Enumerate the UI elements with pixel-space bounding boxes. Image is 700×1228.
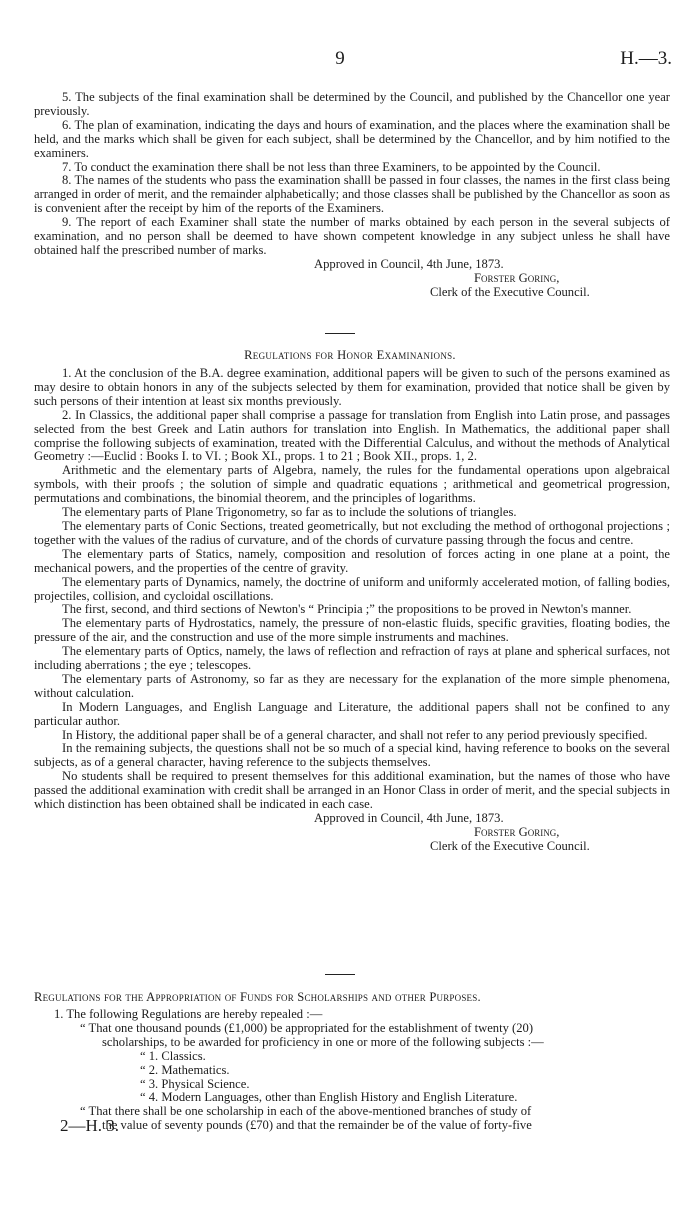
signatory-title: Clerk of the Executive Council.	[430, 284, 590, 299]
honor-paragraph-remaining: In the remaining subjects, the questions shall not be so much of a special kind, having reference to books on the several subjects, as of a general character, having reference to the subjects themselves.	[34, 741, 670, 770]
funds-quote-2-continued: the value of seventy pounds (£70) and that the remainder be of the value of forty-five	[102, 1118, 532, 1133]
funds-quote-1: “ That one thousand pounds (£1,000) be appropriated for the establishment of twenty (20)	[80, 1020, 534, 1035]
signatory-title: Clerk of the Executive Council.	[430, 838, 590, 853]
honor-paragraph-optics: The elementary parts of Optics, namely, the laws of reflection and refraction of rays at plane and spherical surfaces, not including aberrations ; the eye ; telescopes.	[34, 644, 670, 673]
signatory-name: Forster Goring,	[474, 270, 560, 285]
honor-paragraph-history: In History, the additional paper shall be of a general character, and shall not refer to any period previously specified.	[62, 727, 648, 742]
paragraph-5: 5. The subjects of the final examination shall be determined by the Council, and published by the Chancellor one year previously.	[34, 90, 670, 118]
top-paragraphs	[34, 91, 670, 300]
subject-modern-languages: “ 4. Modern Languages, other than English History and English Literature.	[140, 1090, 518, 1105]
honor-paragraph-principia: The first, second, and third sections of Newton's “ Principia ;” the propositions to be proved in Newton's manner.	[62, 602, 632, 617]
honor-paragraph-astronomy: The elementary parts of Astronomy, so far as they are necessary for the explanation of the more simple phenomena, without calculation.	[34, 671, 670, 700]
honor-paragraph-trigonometry: The elementary parts of Plane Trigonometry, so far as to include the solutions of triangles.	[62, 505, 517, 520]
honor-paragraph-dynamics: The elementary parts of Dynamics, namely, the doctrine of uniform and uniformly accelerated motion, of falling bodies, projectiles, collision, and cycloidal oscillations.	[34, 574, 670, 603]
signatory-name: Forster Goring,	[474, 824, 560, 839]
funds-section-heading: Regulations for the Appropriation of Funds for Scholarships and other Purposes.	[34, 990, 481, 1004]
paragraph-6: 6. The plan of examination, indicating the days and hours of examination, and the places where the examination shall be held, and the marks which shall be given for each subject, shall be determined by the Chancellor, and by him notified to the examiners.	[34, 117, 670, 160]
document-reference: H.—3.	[620, 48, 672, 69]
honor-paragraph-languages: In Modern Languages, and English Language and Literature, the additional papers shall not be confined to any particular author.	[34, 699, 670, 728]
honor-paragraph-2: 2. In Classics, the additional paper shall comprise a passage for translation from English into Latin prose, and passages selected from the best Greek and Latin authors for translation into English. In Mathematics, the additional paper shall comprise the following subjects of examination, treated with the Differential Calculus, and without the methods of Analytical Geometry :—Euclid : Books I. to VI. ; Book XI., props. 1 to 21 ; Book XII., props. 1, 2.	[34, 407, 670, 464]
honor-section-heading: Regulations for Honor Examinanions.	[244, 348, 456, 362]
honor-paragraph-arithmetic: Arithmetic and the elementary parts of Algebra, namely, the rules for the fundamental operations upon algebraical symbols, with their proofs ; the solution of simple and quadratic equations ; arithmetical and geometrical progression, permutations and combinations, the binomial theorem, and the principles of logarithms.	[34, 463, 670, 506]
funds-item-1: 1. The following Regulations are hereby repealed :—	[54, 1007, 323, 1021]
honor-paragraph-hydrostatics: The elementary parts of Hydrostatics, namely, the pressure of non-elastic fluids, specific gravities, floating bodies, the pressure of the air, and the construction and use of the more simple instruments and machines.	[34, 616, 670, 645]
subject-mathematics: “ 2. Mathematics.	[140, 1062, 230, 1077]
honor-paragraph-statics: The elementary parts of Statics, namely, composition and resolution of forces acting in one plane at a point, the mechanical powers, and the properties of the centre of gravity.	[34, 546, 670, 575]
honor-paragraph-conics: The elementary parts of Conic Sections, treated geometrically, but not excluding the method of orthogonal projections ; together with the values of the radius of curvature, and of the chords of curvature passing through the focus and centre.	[34, 518, 670, 547]
subject-physical-science: “ 3. Physical Science.	[140, 1076, 250, 1091]
section-divider	[325, 974, 355, 975]
honor-paragraph-honor-class: No students shall be required to present themselves for this additional examination, but the names of those who have passed the additional examination with credit shall be arranged in an Honor Class in order of merit, and the special subjects in which distinction has been obtained shall be indicated in each case.	[34, 769, 670, 812]
page-number: 9	[335, 48, 345, 69]
approval-line: Approved in Council, 4th June, 1873.	[314, 811, 504, 825]
funds-paragraphs	[34, 1008, 670, 1133]
paragraph-7: 7. To conduct the examination there shall be not less than three Examiners, to be appointed by the Council.	[62, 159, 601, 174]
approval-line: Approved in Council, 4th June, 1873.	[314, 256, 504, 271]
paragraph-9: 9. The report of each Examiner shall state the number of marks obtained by each person in the several subjects of examination, and no person shall be deemed to have shown competent knowledge in any subject unless he shall have obtained half the prescribed number of marks.	[34, 215, 670, 257]
funds-quote-2: “ That there shall be one scholarship in each of the above-mentioned branches of study of	[80, 1104, 532, 1119]
subject-classics: “ 1. Classics.	[140, 1048, 206, 1063]
funds-quote-1-continued: scholarships, to be awarded for proficiency in one or more of the following subjects :—	[102, 1034, 544, 1049]
paragraph-8: 8. The names of the students who pass the examination shalll be passed in four classes, the names in the first class being arranged in order of merit, and the remainder alphabetically; and those classes shall be published by the Chancellor as soon as is convenient after the receipt by him of the reports of the Examiners.	[34, 173, 670, 216]
honor-paragraph-1: 1. At the conclusion of the B.A. degree examination, additional papers will be given to such of the persons examined as may desire to obtain honors in any of the subjects selected by them for examination, provided that notice shall be given by such persons of their intention at least six months previously.	[34, 366, 670, 408]
honor-paragraphs	[34, 367, 670, 854]
signature-mark: 2—H. 3.	[60, 1116, 120, 1135]
section-divider	[325, 333, 355, 334]
